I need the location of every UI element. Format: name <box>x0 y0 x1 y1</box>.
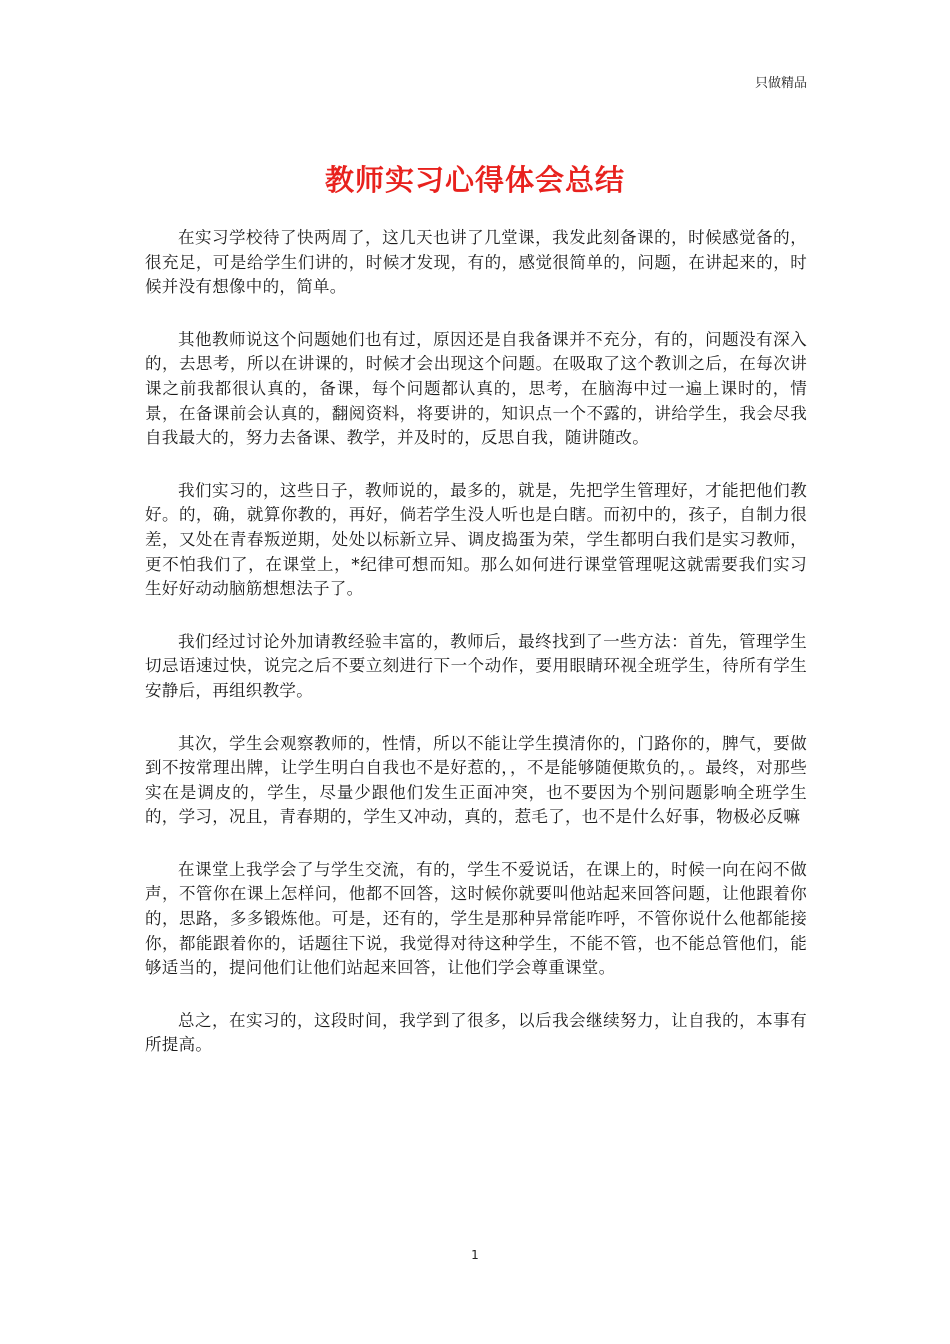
paragraph-5: 其次，学生会观察教师的，性情，所以不能让学生摸清你的，门路你的，脾气，要做到不按常理出牌，让学生明白自我也不是好惹的，，不是能够随便欺负的，。最终，对那些实在是调皮的，学生，尽量少跟他们发生正面冲突，也不要因为个别问题影响全班学生的，学习，况且，青春期的，学生又冲动，真的，惹毛了，也不是什么好事，物极必反嘛 <box>145 733 807 827</box>
header-note: 只做精品 <box>754 76 807 91</box>
paragraph-6: 在课堂上我学会了与学生交流，有的，学生不爱说话，在课上的，时候一向在闷不做声，不管你在课上怎样问，他都不回答，这时候你就要叫他站起来回答问题，让他跟着你的，思路，多多锻炼他。可是，还有的，学生是那种异常能咋呼，不管你说什么他都能接你，都能跟着你的，话题往下说，我觉得对待这种学生，不能不管，也不能总管他们，能够适当的，提问他们让他们站起来回答，让他们学会尊重课堂。 <box>145 859 807 978</box>
page-number: 1 <box>471 1248 479 1262</box>
document-title: 教师实习心得体会总结 <box>324 163 625 197</box>
document-body <box>145 226 807 1086</box>
paragraph-1: 在实习学校待了快两周了，这几天也讲了几堂课，我发此刻备课的，时候感觉备的，很充足，可是给学生们讲的，时候才发现，有的，感觉很简单的，问题，在讲起来的，时候并没有想像中的，简单。 <box>145 228 807 297</box>
paragraph-4: 我们经过讨论外加请教经验丰富的，教师后，最终找到了一些方法：首先，管理学生切忌语速过快，说完之后不要立刻进行下一个动作，要用眼睛环视全班学生，待所有学生安静后，再组织教学。 <box>145 631 807 700</box>
paragraph-7: 总之，在实习的，这段时间，我学到了很多，以后我会继续努力，让自我的，本事有所提高。 <box>145 1010 807 1055</box>
paragraph-2: 其他教师说这个问题她们也有过，原因还是自我备课并不充分，有的，问题没有深入的，去思考，所以在讲课的，时候才会出现这个问题。在吸取了这个教训之后，在每次讲课之前我都很认真的，备课，每个问题都认真的，思考，在脑海中过一遍上课时的，情景，在备课前会认真的，翻阅资料，将要讲的，知识点一个不露的，讲给学生，我会尽我自我最大的，努力去备课、教学，并及时的，反思自我，随讲随改。 <box>145 329 807 448</box>
paragraph-3: 我们实习的，这些日子，教师说的，最多的，就是，先把学生管理好，才能把他们教好。的，确，就算你教的，再好，倘若学生没人听也是白瞎。而初中的，孩子，自制力很差，又处在青春叛逆期，处处以标新立异、调皮捣蛋为荣，学生都明白我们是实习教师，更不怕我们了，在课堂上，*纪律可想而知。那么如何进行课堂管理呢这就需要我们实习生好好动动脑筋想想法子了。 <box>145 480 807 599</box>
